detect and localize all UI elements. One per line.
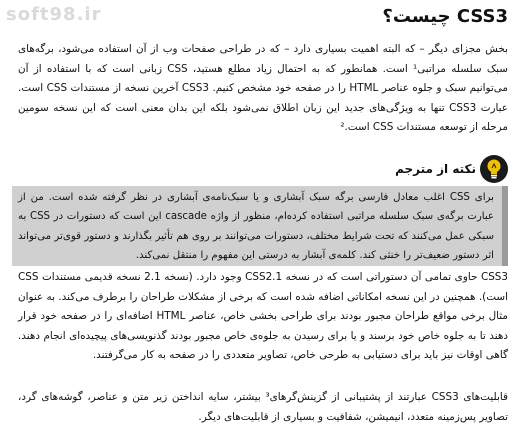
translator-note-title: نکته از مترجم xyxy=(395,162,476,176)
translator-note-header xyxy=(395,154,508,184)
intro-paragraph: بخش مجزای دیگر – که البته اهمیت بسیاری دارد – که در طراحی صفحات وب از آن استفاده می‌شود، برگه‌های سبک سلسله مراتبی¹ است. همانطور که به احتمال زیاد مطلع هستید، CSS زبانی است که با استفاده از آن می‌توانیم سبک و جلوه عناصر HTML را در صفحه خود مشخص کنیم. CSS3 آخرین نسخه از مستندات CSS است. عبارت CSS3 تنها به ویژگی‌های جدید این زبان اطلاق نمی‌شود بلکه این بدان معنی است که این نسخه سومین مرحله از توسعه مستندات CSS است.² xyxy=(18,43,508,133)
lightbulb-icon xyxy=(480,155,508,183)
translator-note-text: برای CSS اغلب معادل فارسی برگه سبک آبشاری و یا سبک‌نامه‌ی آبشاری در نظر گرفته شده است. من از عبارت برگه‌ی سبک سلسله مراتبی استفاده کرده‌ام، منظور از واژه cascade این است که دستورات در CSS به سبکی عمل می‌کنند که تحت شرایط مختلف، دستورات می‌توانند بر روی هم تأثیر بگذارند و دستور قوی‌تر می‌تواند اثر دستور ضعیف‌تر را خنثی کند. کلمه‌ی آبشار به درستی این مفهوم را منتقل نمی‌کند. xyxy=(18,192,494,262)
translator-note-box xyxy=(12,186,508,266)
closing-paragraph: قابلیت‌های CSS3 عبارتند از پشتیبانی از گزینش‌گرهای³ بیشتر، سایه انداختن زیر متن و عناصر، گوشه‌های گرد، تصاویر پس‌زمینه متعدد، انیمیشن، شفافیت و بسیاری از قابلیت‌های دیگر. xyxy=(18,391,508,423)
page-title: CSS3 چیست؟ xyxy=(382,6,508,27)
watermark: soft98.ir xyxy=(6,4,102,25)
body-paragraph: CSS3 حاوی تمامی آن دستوراتی است که در نسخه CSS2.1 وجود دارد. (نسخه 2.1 نسخه قدیمی مستندات CSS است). همچنین در این نسخه امکاناتی اضافه شده است که برخی از مشکلات طراحان را برطرف می‌کند. به عنوان مثال برخی مواقع طراحان مجبور بودند برای طراحی بخشی خاص، عناصر HTML اضافه‌ای را در صفحه خود قرار دهند تا به جلوه خاص خود برسند و یا برای رسیدن به جلوه‌ی خاص مجبور بودند گذنویسی‌های پیچیده‌ای انجام دهند. گاهی اوقات نیز باید برای دستیابی به طرحی خاص، تصاویر متعددی را در صفحه به کار می‌گرفتند. xyxy=(18,271,508,361)
lightbulb-icon-graphic xyxy=(485,158,503,180)
